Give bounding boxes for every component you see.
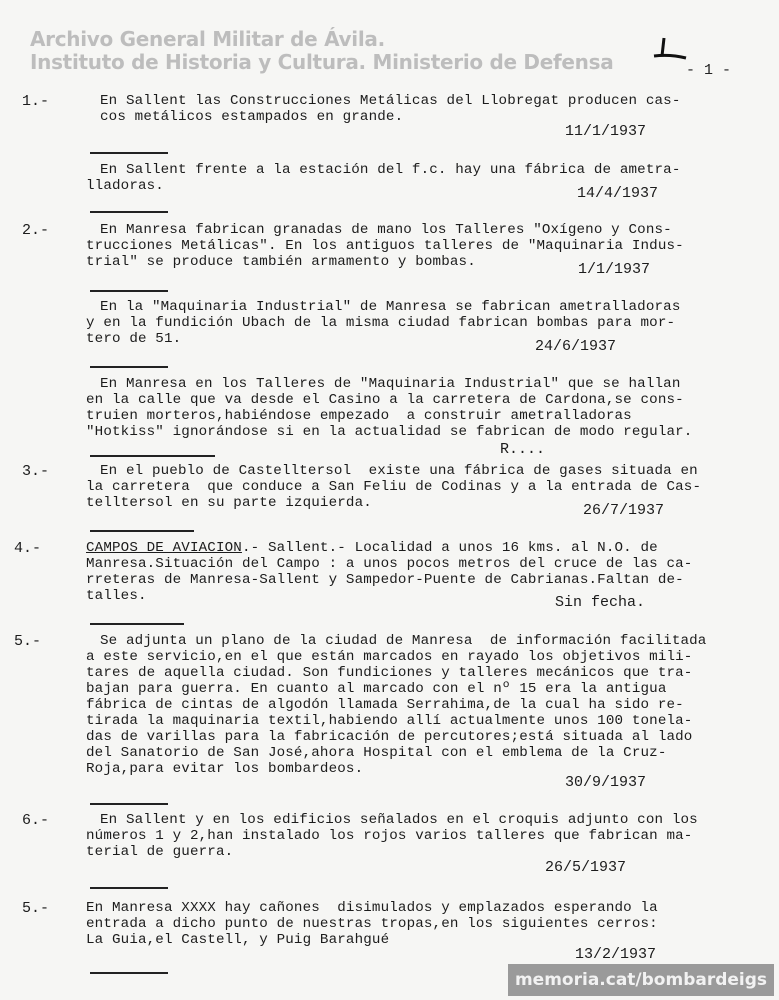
entry-date: Sin fecha. bbox=[555, 594, 646, 611]
entry-number: 6.- bbox=[22, 812, 50, 829]
entry-line: En Manresa XXXX hay cañones disimulados y emplazados esperando la bbox=[86, 900, 658, 916]
separator-rule bbox=[90, 290, 168, 292]
separator-rule bbox=[90, 803, 168, 805]
entry-line: En el pueblo de Castelltersol existe una fábrica de gases situada en bbox=[100, 463, 698, 479]
entry-line: la carretera que conduce a San Feliu de Codinas y a la entrada de Cas- bbox=[86, 479, 702, 495]
entry-line: das de varillas para la fabricación de percutores;está situada al lado bbox=[86, 729, 693, 745]
entry-line: a este servicio,en el que están marcados en rayado los objetivos mili- bbox=[86, 649, 693, 665]
entry-date: R.... bbox=[500, 441, 546, 458]
entry-number: 4.- bbox=[14, 540, 42, 557]
entry-date: 13/2/1937 bbox=[575, 946, 657, 963]
entry-line: En Sallent frente a la estación del f.c. hay una fábrica de ametra- bbox=[100, 162, 681, 178]
entry-line: y en la fundición Ubach de la misma ciudad fabrican bombas para mor- bbox=[86, 315, 676, 331]
entry-line: trial" se produce también armamento y bombas. bbox=[86, 254, 476, 270]
entry-number: 5.- bbox=[14, 633, 42, 650]
entry-line: truien morteros,habiéndose empezado a construir ametralladoras bbox=[86, 408, 632, 424]
section-heading: CAMPOS DE AVIACION bbox=[86, 540, 242, 556]
entry-line: del Sanatorio de San José,ahora Hospital con el emblema de la Cruz- bbox=[86, 745, 667, 761]
page-number: - 1 - bbox=[686, 62, 732, 79]
separator-rule bbox=[90, 887, 168, 889]
entry-line: La Guia,el Castell, y Puig Barahgué bbox=[86, 932, 390, 948]
entry-first-line bbox=[86, 540, 658, 556]
entry-line: .- Sallent.- Localidad a unos 16 kms. al N.O. de bbox=[241, 540, 658, 556]
entry-line: En Sallent y en los edificios señalados en el croquis adjunto con los bbox=[100, 812, 698, 828]
entry-line: talles. bbox=[86, 588, 147, 604]
archive-watermark-line1: Archivo General Militar de Ávila. bbox=[30, 27, 385, 51]
entry-number: 3.- bbox=[22, 463, 50, 480]
entry-line: En Manresa fabrican granadas de mano los Talleres "Oxígeno y Cons- bbox=[100, 222, 672, 238]
entry-date: 26/5/1937 bbox=[545, 859, 627, 876]
entry-line: En Sallent las Construcciones Metálicas del Llobregat producen cas- bbox=[100, 93, 681, 109]
entry-line: fábrica de cintas de algodón llamada Serrahima,de la cual ha sido re- bbox=[86, 697, 684, 713]
entry-line: cos metálicos estampados en grande. bbox=[100, 109, 404, 125]
entry-line: bajan para guerra. En cuanto al marcado con el nº 15 era la antigua bbox=[86, 681, 667, 697]
separator-rule bbox=[90, 366, 168, 368]
separator-rule bbox=[90, 972, 168, 974]
entry-date: 11/1/1937 bbox=[565, 123, 647, 140]
entry-line: telltersol en su parte izquierda. bbox=[86, 495, 372, 511]
separator-rule bbox=[90, 152, 168, 154]
entry-line: trucciones Metálicas". En los antiguos talleres de "Maquinaria Indus- bbox=[86, 238, 684, 254]
entry-line: "Hotkiss" ignorándose si en la actualidad se fabrican de modo regular. bbox=[86, 424, 693, 440]
separator-rule bbox=[90, 530, 194, 532]
entry-line: números 1 y 2,han instalado los rojos varios talleres que fabrican ma- bbox=[86, 828, 693, 844]
entry-line: En la "Maquinaria Industrial" de Manresa se fabrican ametralladoras bbox=[100, 299, 681, 315]
entry-line: entrada a dicho punto de nuestras tropas,en los siguientes cerros: bbox=[86, 916, 658, 932]
separator-rule bbox=[90, 211, 168, 213]
entry-line: en la calle que va desde el Casino a la carretera de Cardona,se cons- bbox=[86, 392, 684, 408]
entry-date: 14/4/1937 bbox=[577, 185, 659, 202]
entry-line: tares de aquella ciudad. Son fundiciones y talleres mecánicos que tra- bbox=[86, 665, 693, 681]
entry-line: rreteras de Manresa-Sallent y Sampedor-Puente de Cabrianas.Faltan de- bbox=[86, 572, 684, 588]
entry-line: lladoras. bbox=[86, 178, 164, 194]
entry-date: 1/1/1937 bbox=[578, 261, 651, 278]
separator-rule bbox=[90, 455, 215, 457]
entry-date: 30/9/1937 bbox=[565, 774, 647, 791]
entry-number: 5.- bbox=[22, 900, 50, 917]
entry-line: Roja,para evitar los bombardeos. bbox=[86, 761, 364, 777]
entry-line: terial de guerra. bbox=[86, 844, 234, 860]
archive-watermark-line2: Instituto de Historia y Cultura. Ministerio de Defensa bbox=[30, 50, 614, 74]
source-badge: memoria.cat/bombardeigs bbox=[508, 964, 774, 996]
entry-date: 26/7/1937 bbox=[583, 502, 665, 519]
handwritten-mark-icon bbox=[650, 34, 690, 64]
entry-line: tero de 51. bbox=[86, 331, 182, 347]
entry-line: tirada la maquinaria textil,habiendo allí actualmente unos 100 tonela- bbox=[86, 713, 693, 729]
entry-line: En Manresa en los Talleres de "Maquinaria Industrial" que se hallan bbox=[100, 376, 681, 392]
entry-line: Se adjunta un plano de la ciudad de Manresa de información facilitada bbox=[100, 633, 707, 649]
entry-line: Manresa.Situación del Campo : a unos pocos metros del cruce de las ca- bbox=[86, 556, 693, 572]
separator-rule bbox=[90, 623, 184, 625]
entry-date: 24/6/1937 bbox=[535, 338, 617, 355]
entry-number: 2.- bbox=[22, 222, 50, 239]
entry-number: 1.- bbox=[22, 93, 50, 110]
